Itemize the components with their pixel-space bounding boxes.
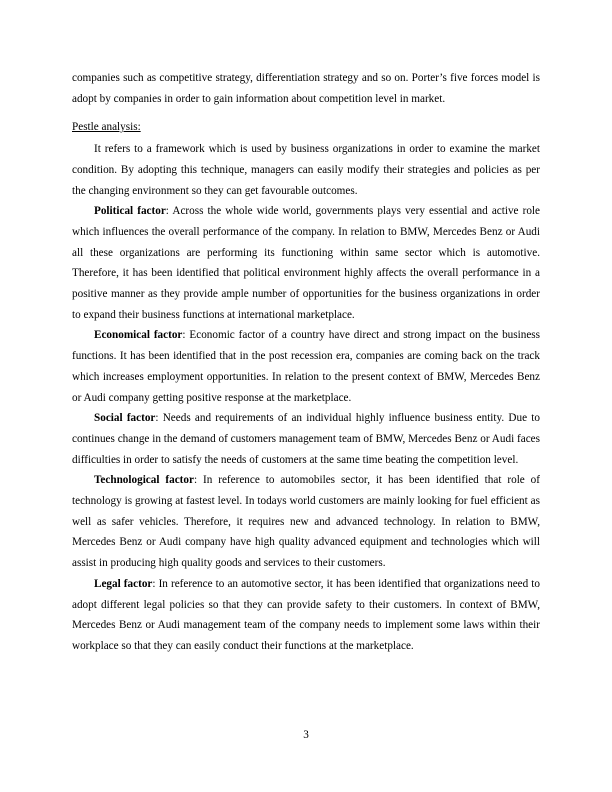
intro-paragraph: companies such as competitive strategy, differentiation strategy and so on. Porter’s five forces model is adopt by companies in order to gain information about competition level in market.: [72, 72, 540, 105]
social-factor-text: : Needs and requirements of an individual highly influence business entity. Due to continues change in the demand of customers management team of BMW, Mercedes Benz or Audi faces difficulties in order to satisfy the needs of customers at the same time beating the competition level.: [72, 412, 540, 466]
page-content: [72, 68, 540, 657]
section-intro-paragraph: It refers to a framework which is used by business organizations in order to examine the market condition. By adopting this technique, managers can easily modify their strategies and policies as per the changing environment so they can get favourable outcomes.: [72, 143, 540, 197]
section-heading: Pestle analysis:: [72, 121, 141, 134]
page-number: 3: [303, 729, 309, 741]
economical-factor-label: Economical factor: [94, 329, 183, 342]
technological-factor-label: Technological factor: [94, 474, 194, 487]
legal-factor-text: : In reference to an automotive sector, it has been identified that organizations need to adopt different legal policies so that they can provide safety to their customers. In context of BMW, Mercedes Benz or Audi management team of the company needs to implement some laws within their workplace so that they can easily conduct their functions at the marketplace.: [72, 577, 541, 652]
technological-factor-text: : In reference to automobiles sector, it has been identified that role of technology is growing at fastest level. In todays world customers are mainly looking for fuel efficient as well as safer vehicles. Therefore, it requires new and advanced technology. In relation to BMW, Mercedes Benz or Audi company have high quality advanced equipment and technologies which will assist in producing high quality goods and services to their customers.: [72, 474, 540, 570]
social-factor-label: Social factor: [94, 412, 156, 425]
legal-factor-label: Legal factor: [94, 577, 153, 590]
political-factor-label: Political factor: [94, 205, 166, 218]
social-factor-paragraph: [72, 408, 540, 470]
economical-factor-text: : Economic factor of a country have direct and strong impact on the business functions. It has been identified that in the post recession era, companies are coming back on the track which increases employment opportunities. In relation to the present context of BMW, Mercedes Benz or Audi company getting positive response at the marketplace.: [72, 329, 540, 404]
political-factor-text: : Across the whole wide world, governments plays very essential and active role which influences the overall performance of the company. In relation to BMW, Mercedes Benz or Audi all these organizations are performing its functioning within same sector which is automotive. Therefore, it has been identified that political environment highly affects the overall performance in a positive manner as they provide ample number of opportunities for the business organizations in order to expand their business functions at international marketplace.: [72, 205, 540, 321]
legal-factor-paragraph: [72, 574, 540, 657]
economical-factor-paragraph: [72, 325, 540, 408]
political-factor-paragraph: [72, 201, 540, 325]
technological-factor-paragraph: [72, 470, 540, 574]
